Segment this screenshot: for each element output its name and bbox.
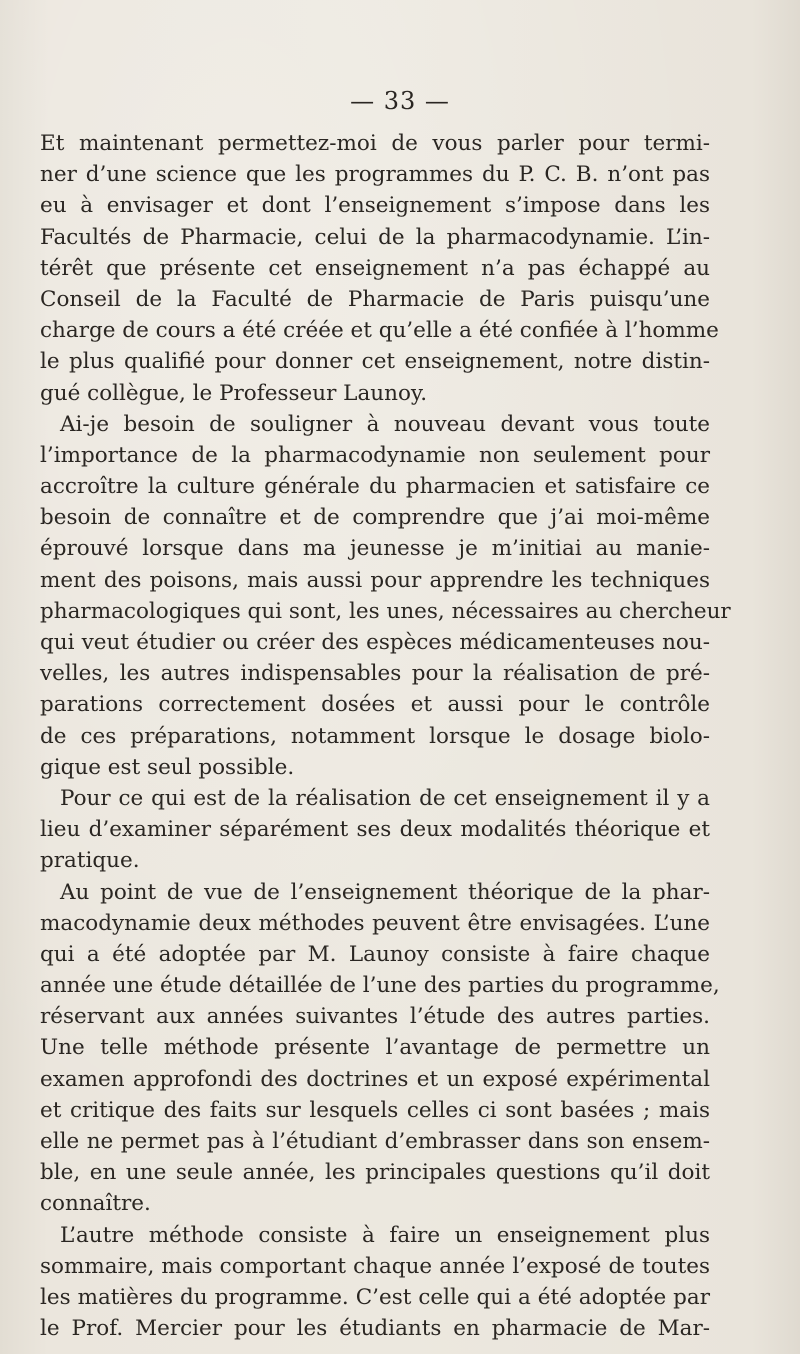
page-number: — 33 — bbox=[350, 87, 450, 115]
text-line: L’autre méthode consiste à faire un enseignement plus bbox=[60, 1222, 710, 1248]
text-line: l’importance de la pharmacodynamie non seulement pour bbox=[40, 442, 710, 468]
text-line: ment des poisons, mais aussi pour apprendre les techniques bbox=[40, 567, 710, 593]
text-line: Facultés de Pharmacie, celui de la pharmacodynamie. L’in- bbox=[40, 224, 710, 250]
text-line: parations correctement dosées et aussi pour le contrôle bbox=[40, 692, 710, 718]
text-line: Au point de vue de l’enseignement théorique de la phar- bbox=[60, 879, 710, 905]
text-line: le Prof. Mercier pour les étudiants en pharmacie de Mar- bbox=[40, 1316, 710, 1342]
text-line: ner d’une science que les programmes du P. C. B. n’ont pas bbox=[40, 162, 710, 188]
text-line: velles, les autres indispensables pour la réalisation de pré- bbox=[40, 661, 710, 687]
body-text bbox=[40, 128, 731, 1344]
text-line: Ai-je besoin de souligner à nouveau devant vous toute bbox=[60, 411, 710, 437]
text-line: le plus qualifié pour donner cet enseignement, notre distin- bbox=[40, 349, 710, 375]
text-line: Et maintenant permettez-moi de vous parler pour termi- bbox=[40, 131, 710, 156]
text-line: elle ne permet pas à l’étudiant d’embrasser dans son ensem- bbox=[40, 1129, 710, 1154]
text-line: lieu d’examiner séparément ses deux modalités théorique et bbox=[40, 817, 710, 843]
text-line: Une telle méthode présente l’avantage de permettre un bbox=[40, 1035, 710, 1061]
text-line: besoin de connaître et de comprendre que j’ai moi-même bbox=[40, 505, 710, 531]
text-line: Conseil de la Faculté de Pharmacie de Paris puisqu’une bbox=[40, 286, 710, 312]
text-line: pratique. bbox=[40, 848, 140, 874]
text-line: année une étude détaillée de l’une des parties du programme, bbox=[40, 973, 720, 999]
text-line: éprouvé lorsque dans ma jeunesse je m’initiai au manie- bbox=[40, 536, 710, 562]
text-line: sommaire, mais comportant chaque année l’exposé de toutes bbox=[40, 1253, 710, 1279]
text-line: térêt que présente cet enseignement n’a pas échappé au bbox=[40, 255, 710, 281]
text-line: de ces préparations, notamment lorsque le dosage biolo- bbox=[40, 723, 710, 749]
text-line: les matières du programme. C’est celle qui a été adoptée par bbox=[40, 1284, 710, 1310]
text-line: examen approfondi des doctrines et un exposé expérimental bbox=[40, 1066, 710, 1092]
text-line: qui veut étudier ou créer des espèces médicamenteuses nou- bbox=[40, 630, 710, 655]
text-line: gué collègue, le Professeur Launoy. bbox=[40, 380, 428, 406]
text-line: ble, en une seule année, les principales questions qu’il doit bbox=[40, 1160, 710, 1186]
text-line: et critique des faits sur lesquels celles ci sont basées ; mais bbox=[40, 1097, 710, 1123]
text-line: eu à envisager et dont l’enseignement s’impose dans les bbox=[40, 193, 710, 219]
text-line: gique est seul possible. bbox=[40, 754, 295, 780]
text-line: charge de cours a été créée et qu’elle a été confiée à l’homme bbox=[40, 318, 719, 344]
text-line: accroître la culture générale du pharmacien et satisfaire ce bbox=[40, 474, 710, 500]
text-line: pharmacologiques qui sont, les unes, nécessaires au chercheur bbox=[40, 598, 731, 624]
text-line: réservant aux années suivantes l’étude des autres parties. bbox=[40, 1004, 710, 1030]
text-line: connaître. bbox=[40, 1191, 151, 1217]
text-line: macodynamie deux méthodes peuvent être envisagées. L’une bbox=[40, 910, 710, 936]
text-line: qui a été adoptée par M. Launoy consiste à faire chaque bbox=[40, 941, 710, 967]
text-line: Pour ce qui est de la réalisation de cet enseignement il y a bbox=[60, 785, 710, 811]
